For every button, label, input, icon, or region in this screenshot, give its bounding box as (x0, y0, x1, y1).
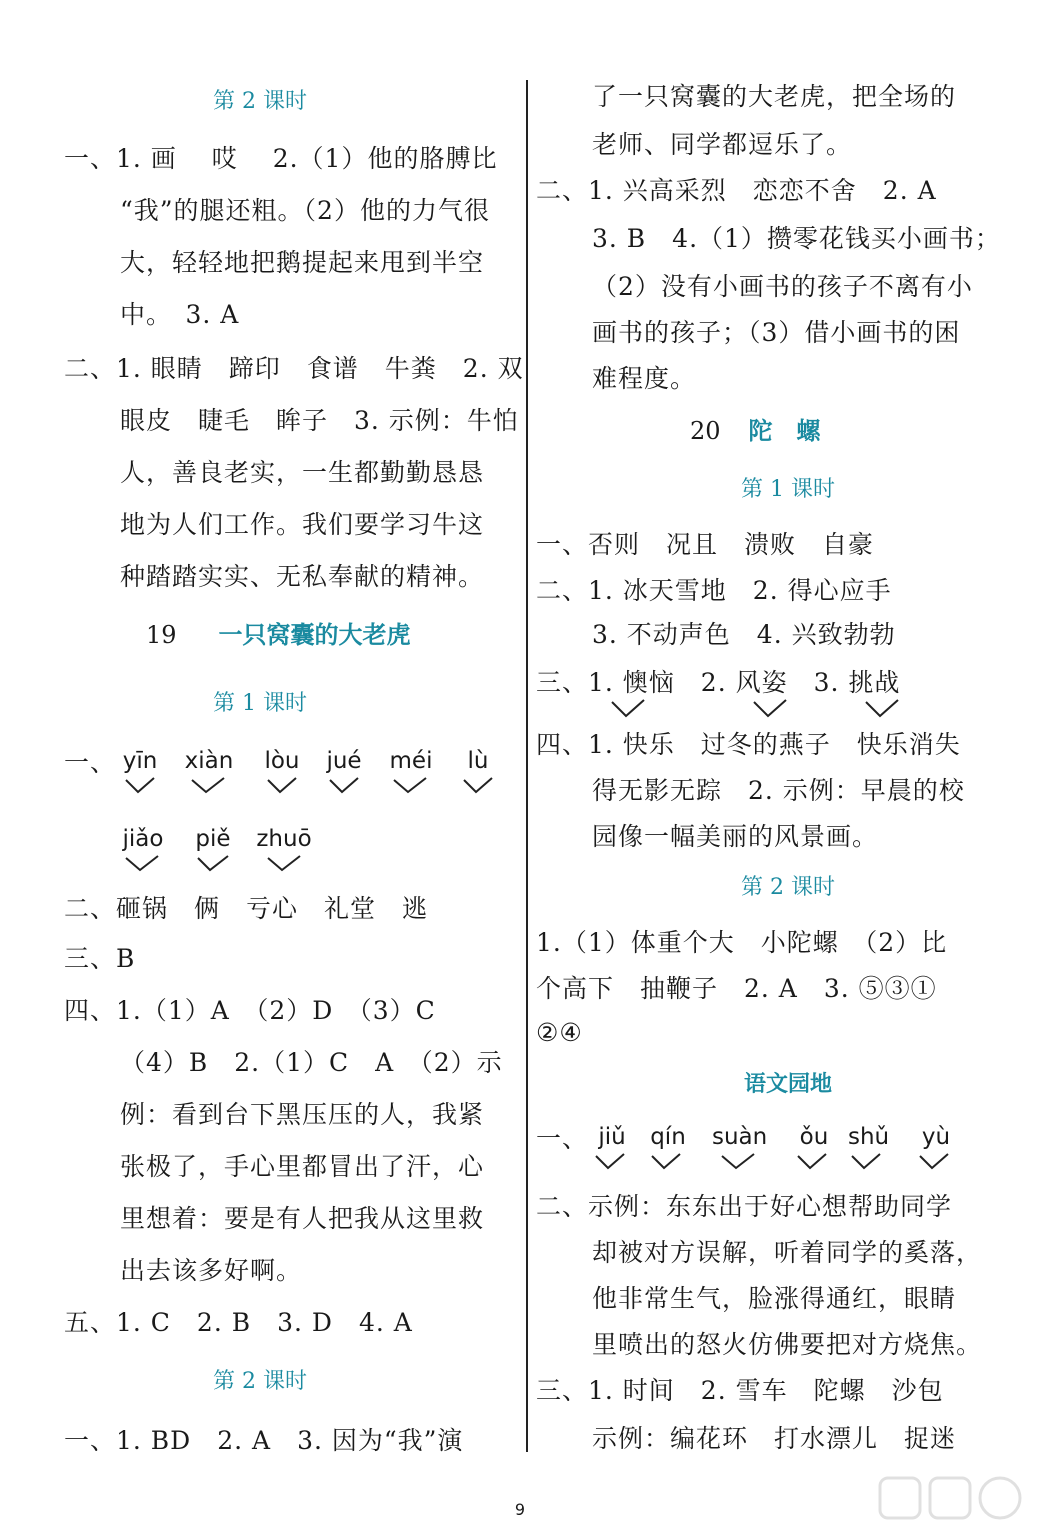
check-mark-icon (848, 1150, 888, 1172)
answer-line: 中。 3. A (120, 300, 240, 329)
answer-line: 得无影无踪 2. 示例：早晨的校 (592, 776, 965, 805)
answer-line: 人，善良老实，一生都勤勤恳恳 (120, 458, 485, 487)
check-mark-icon (256, 852, 312, 874)
answer-line: 1.（1）体重个大 小陀螺 （2）比 (536, 928, 948, 957)
check-mark-icon (184, 774, 234, 796)
answer-line: 二、1. 眼睛 蹄印 食谱 牛粪 2. 双 (64, 354, 524, 383)
answer-line: 了一只窝囊的大老虎，把全场的 (592, 82, 957, 111)
lesson-number: 20 (690, 417, 721, 445)
question-prefix: 一、 (536, 1124, 589, 1153)
pinyin-row (536, 1124, 1040, 1180)
column-divider (526, 80, 528, 1452)
pinyin-item: jué (324, 748, 364, 796)
check-mark-icon (916, 1150, 956, 1172)
pinyin-item: xiàn (184, 748, 234, 796)
answer-line: 却被对方误解，听着同学的奚落， (592, 1238, 983, 1267)
check-mark-icon (612, 700, 644, 716)
pinyin-row (0, 826, 520, 882)
answer-line: 个高下 抽鞭子 2. A 3. ⑤③① (536, 974, 937, 1003)
answer-line: 种踏踏实实、无私奉献的精神。 (120, 562, 485, 591)
pinyin-item: lòu (262, 748, 302, 796)
lesson-name: 一只窝囊的大老虎 (218, 620, 411, 649)
pinyin-item: méi (388, 748, 434, 796)
answer-line: 里想着：要是有人把我从这里救 (120, 1204, 485, 1233)
answer-line: “我”的腿还粗。（2）他的力气很 (120, 196, 490, 225)
pinyin-item: lù (458, 748, 498, 796)
answer-line: 出去该多好啊。 (120, 1256, 303, 1285)
answer-line: ②④ (536, 1018, 583, 1047)
answer-line: 难程度。 (592, 364, 697, 393)
pinyin-row (0, 748, 520, 804)
pinyin-item: piě (192, 826, 234, 874)
question-prefix: 一、 (64, 748, 117, 777)
check-mark-icon (712, 1150, 766, 1172)
answer-line: 四、1.（1）A （2）D （3）C (64, 996, 436, 1025)
check-mark-icon (592, 1150, 632, 1172)
check-mark-icon (192, 852, 234, 874)
check-mark-icon (866, 700, 898, 716)
answer-line: 里喷出的怒火仿佛要把对方烧焦。 (592, 1330, 983, 1359)
lesson-name: 陀 螺 (748, 416, 821, 445)
check-mark-icon (388, 774, 434, 796)
answer-line: 五、1. C 2. B 3. D 4. A (64, 1308, 413, 1337)
answer-line: 示例：编花环 打水漂儿 捉迷 (592, 1424, 957, 1453)
answer-line: 大，轻轻地把鹅提起来甩到半空 (120, 248, 485, 277)
check-mark-icon (120, 852, 166, 874)
answer-line: 3. 不动声色 4. 兴致勃勃 (592, 620, 896, 649)
watermark-logo-icon (876, 1472, 1026, 1524)
answer-line: 一、1. BD 2. A 3. 因为“我”演 (64, 1426, 464, 1455)
pinyin-item: shǔ (848, 1124, 889, 1172)
section-heading: 语文园地 (743, 1071, 832, 1097)
pinyin-item: jiǎo (120, 826, 166, 874)
lesson-title (146, 620, 411, 650)
answer-line: （4）B 2.（1）C A （2）示 (120, 1048, 503, 1077)
answer-line: 四、1. 快乐 过冬的燕子 快乐消失 (536, 730, 961, 759)
pinyin-item: qín (648, 1124, 688, 1172)
pinyin-item: suàn (712, 1124, 767, 1172)
answer-line: 三、1. 时间 2. 雪车 陀螺 沙包 (536, 1376, 944, 1405)
check-mark-icon (754, 700, 786, 716)
section-heading: 第 1 课时 (741, 477, 835, 502)
answer-line: 张极了，手心里都冒出了汗，心 (120, 1152, 485, 1181)
check-mark-icon (120, 774, 160, 796)
section-heading: 第 2 课时 (213, 1369, 307, 1394)
check-mark-icon (324, 774, 364, 796)
answer-line: 一、否则 况且 溃败 自豪 (536, 530, 875, 559)
answer-line: 他非常生气，脸涨得通红，眼睛 (592, 1284, 957, 1313)
check-marks-row (606, 698, 926, 720)
check-mark-icon (458, 774, 498, 796)
answer-line: 三、B (64, 944, 136, 973)
answer-line: 老师、同学都逗乐了。 (592, 130, 853, 159)
page-number: 9 (514, 1500, 526, 1519)
pinyin-item: ǒu (794, 1124, 834, 1172)
answer-line: 二、1. 冰天雪地 2. 得心应手 (536, 576, 892, 605)
section-heading: 第 2 课时 (213, 89, 307, 114)
check-mark-icon (262, 774, 302, 796)
pinyin-item: jiǔ (592, 1124, 632, 1172)
answer-line: 地为人们工作。我们要学习牛这 (120, 510, 485, 539)
answer-line: 3. B 4.（1）攒零花钱买小画书； (592, 224, 1001, 253)
answer-line: 眼皮 睫毛 眸子 3. 示例：牛怕 (120, 406, 519, 435)
lesson-number: 19 (146, 621, 177, 649)
pinyin-item: yù (916, 1124, 956, 1172)
answer-line: 画书的孩子；（3）借小画书的困 (592, 318, 961, 347)
answer-line: （2）没有小画书的孩子不离有小 (592, 272, 973, 301)
answer-line: 例：看到台下黑压压的人，我紧 (120, 1100, 485, 1129)
answer-line: 二、1. 兴高采烈 恋恋不舍 2. A (536, 176, 937, 205)
check-mark-icon (794, 1150, 834, 1172)
section-heading: 第 1 课时 (213, 691, 307, 716)
answer-line: 园像一幅美丽的风景画。 (592, 822, 879, 851)
pinyin-item: zhuō (256, 826, 312, 874)
lesson-title (690, 416, 821, 446)
check-mark-icon (648, 1150, 688, 1172)
answer-line: 三、1. 懊恼 2. 风姿 3. 挑战 (536, 668, 901, 697)
answer-line: 二、砸锅 俩 亏心 礼堂 逃 (64, 894, 429, 923)
pinyin-item: yīn (120, 748, 160, 796)
answer-line: 二、示例：东东出于好心想帮助同学 (536, 1192, 953, 1221)
answer-line: 一、1. 画 哎 2.（1）他的胳膊比 (64, 144, 498, 173)
section-heading: 第 2 课时 (741, 875, 835, 900)
